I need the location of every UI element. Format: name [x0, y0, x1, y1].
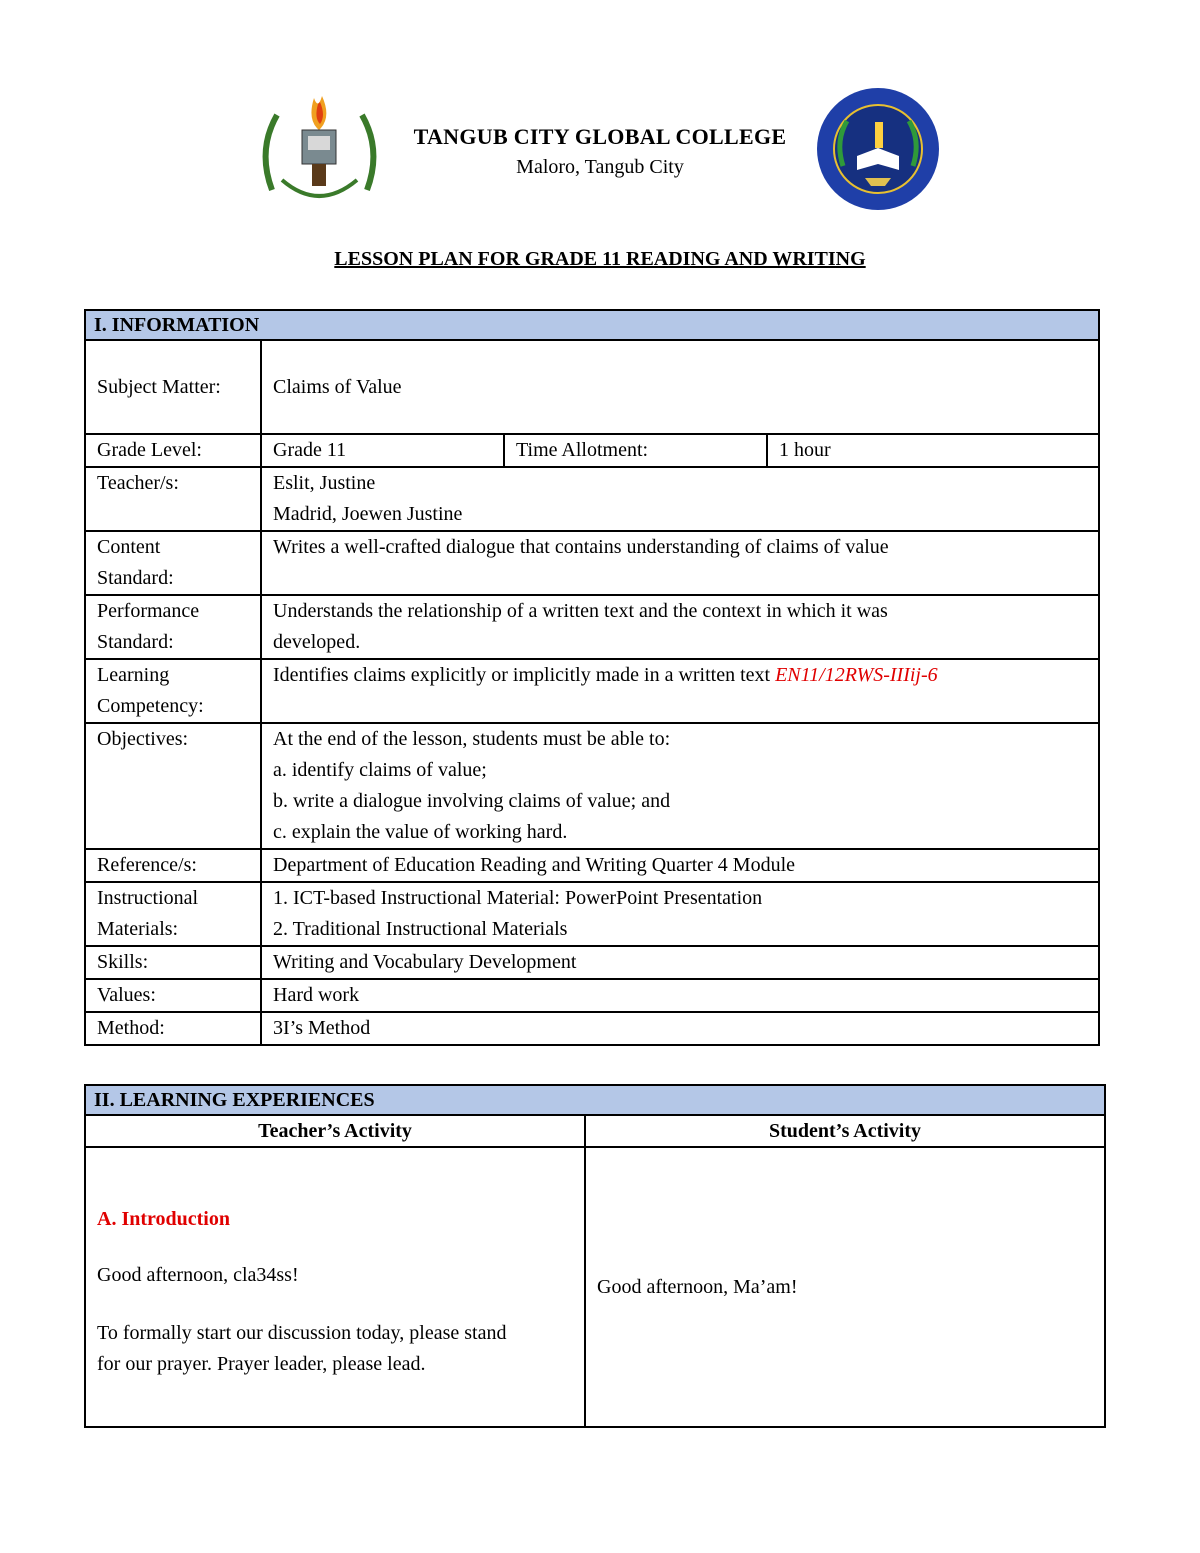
performance-standard-value [261, 595, 1099, 659]
value-line: developed. [273, 631, 361, 653]
instructional-materials-value [261, 882, 1099, 946]
subject-matter-value: Claims of Value [261, 340, 1099, 434]
teacher-prayer-line: for our prayer. Prayer leader, please lead. [97, 1353, 426, 1375]
teacher-name: Eslit, Justine [273, 472, 376, 494]
information-table [84, 309, 1100, 1046]
values-label: Values: [85, 979, 261, 1012]
method-label: Method: [85, 1012, 261, 1045]
college-seal-logo [252, 90, 387, 218]
school-name: TANGUB CITY GLOBAL COLLEGE [413, 124, 787, 149]
learning-competency-label [85, 659, 261, 723]
label-line: Materials: [97, 918, 179, 940]
skills-label: Skills: [85, 946, 261, 979]
instructional-materials-label [85, 882, 261, 946]
skills-value: Writing and Vocabulary Development [261, 946, 1099, 979]
values-value: Hard work [261, 979, 1099, 1012]
lesson-plan-title: LESSON PLAN FOR GRADE 11 READING AND WRITING [334, 248, 866, 270]
material-line: 1. ICT-based Instructional Material: PowerPoint Presentation [273, 887, 763, 909]
teacher-greeting: Good afternoon, cla34ss! [97, 1264, 299, 1286]
objectives-label: Objectives: [85, 723, 261, 849]
label-line: Learning [97, 664, 170, 686]
references-value: Department of Education Reading and Writing Quarter 4 Module [261, 849, 1099, 882]
time-allotment-value: 1 hour [767, 434, 1099, 467]
value-line: Understands the relationship of a written text and the context in which it was [273, 600, 888, 622]
introduction-heading: A. Introduction [97, 1208, 230, 1230]
label-line: Competency: [97, 695, 204, 717]
school-address: Maloro, Tangub City [516, 156, 684, 178]
competency-text: Identifies claims explicitly or implicitly made in a written text [273, 664, 776, 686]
performance-standard-label [85, 595, 261, 659]
label-line: Standard: [97, 567, 174, 589]
content-standard-value: Writes a well-crafted dialogue that contains understanding of claims of value [261, 531, 1099, 595]
learning-experiences-table [84, 1084, 1106, 1428]
time-allotment-label: Time Allotment: [504, 434, 767, 467]
objectives-value [261, 723, 1099, 849]
grade-level-value: Grade 11 [261, 434, 504, 467]
teacher-activity-header: Teacher’s Activity [85, 1115, 585, 1147]
references-label: Reference/s: [85, 849, 261, 882]
label-line: Standard: [97, 631, 174, 653]
objective-line: At the end of the lesson, students must be able to: [273, 728, 671, 750]
label-line: Content [97, 536, 161, 558]
learning-competency-value [261, 659, 1099, 723]
student-response: Good afternoon, Ma’am! [597, 1275, 798, 1298]
teacher-prayer-line: To formally start our discussion today, please stand [97, 1322, 507, 1344]
label-line: Instructional [97, 887, 199, 909]
material-line: 2. Traditional Instructional Materials [273, 918, 568, 940]
learning-experiences-heading: II. LEARNING EXPERIENCES [85, 1085, 1105, 1115]
subject-matter-label: Subject Matter: [85, 340, 261, 434]
competency-code: EN11/12RWS-IIIij-6 [775, 664, 938, 686]
student-activity-cell [585, 1147, 1105, 1427]
student-activity-header: Student’s Activity [585, 1115, 1105, 1147]
document-header [0, 80, 1200, 220]
teacher-name: Madrid, Joewen Justine [273, 503, 463, 525]
label-line: Performance [97, 600, 200, 622]
objective-line: c. explain the value of working hard. [273, 821, 568, 843]
content-standard-label [85, 531, 261, 595]
objective-line: b. write a dialogue involving claims of value; and [273, 790, 671, 812]
information-section-heading: I. INFORMATION [85, 310, 1099, 340]
method-value: 3I’s Method [261, 1012, 1099, 1045]
institute-seal-logo [815, 86, 941, 212]
grade-level-label: Grade Level: [85, 434, 261, 467]
teacher-activity-cell [85, 1147, 585, 1427]
teachers-value [261, 467, 1099, 531]
teachers-label: Teacher/s: [85, 467, 261, 531]
objective-line: a. identify claims of value; [273, 759, 487, 781]
